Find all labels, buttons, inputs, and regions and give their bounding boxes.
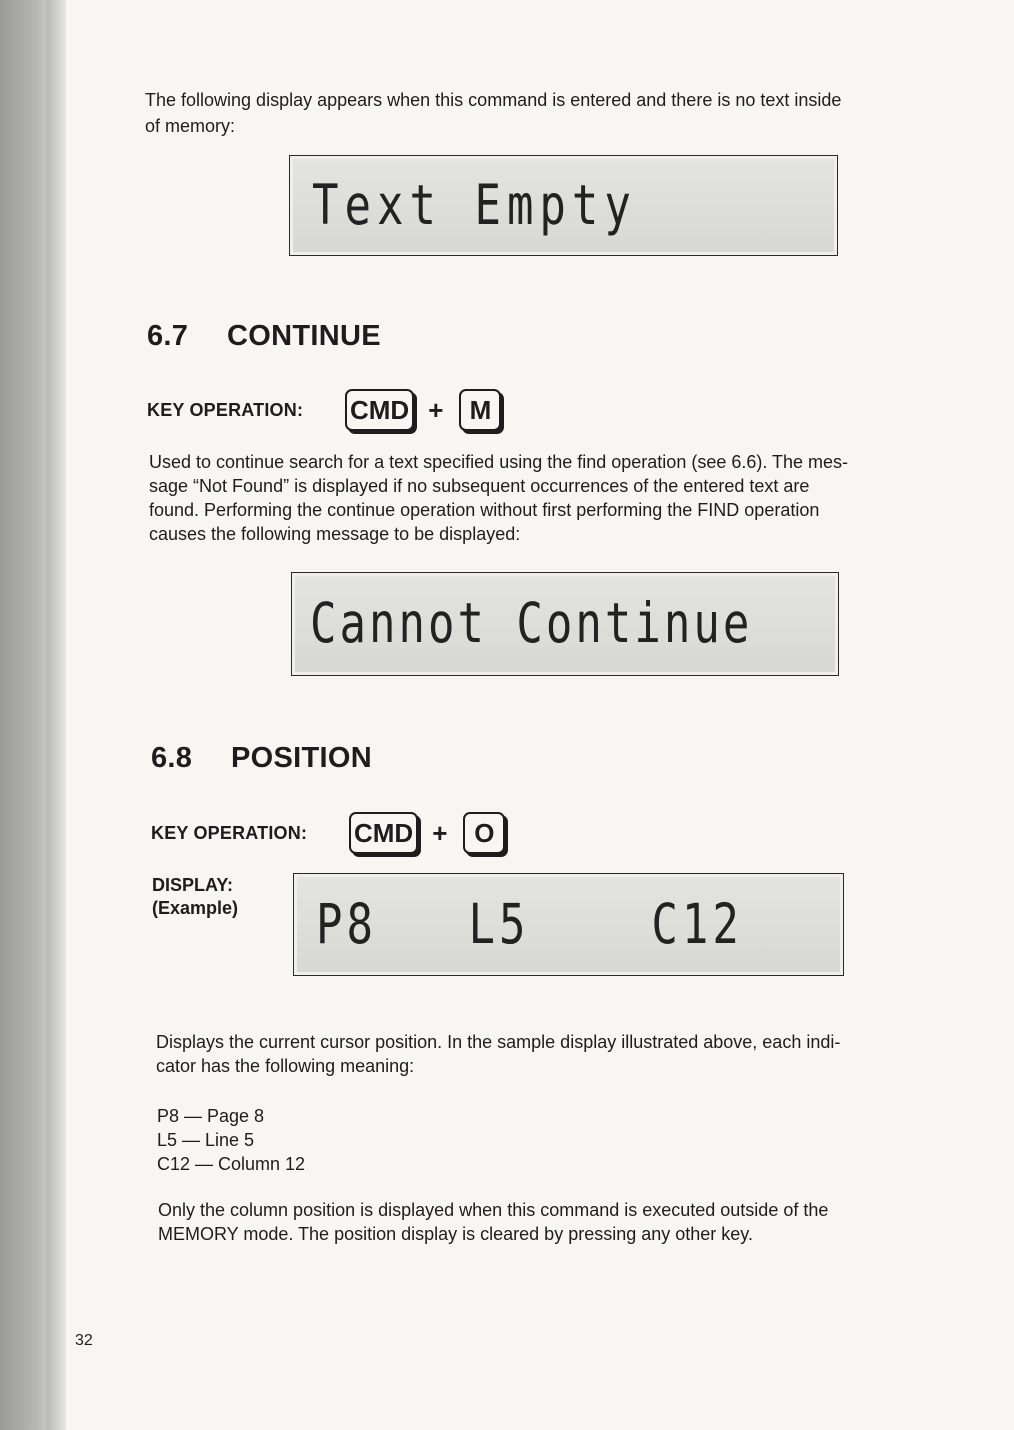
page-binding-edge [0,0,66,1430]
section-number: 6.8 [151,742,193,774]
position-note-line-2: MEMORY mode. The position display is cleared by pressing any other key. [158,1224,753,1244]
position-desc-line-2: cator has the following meaning: [156,1056,415,1076]
meaning-page: P8 — Page 8 [157,1106,265,1126]
section-number: 6.7 [147,320,189,352]
section-title: POSITION [231,742,372,774]
key-operation-position [151,810,505,856]
section-title: CONTINUE [227,320,381,352]
plus-sign: + [432,817,448,848]
continue-body-line-4: causes the following message to be displayed: [149,524,521,544]
cmd-key: CMD [349,812,418,854]
meaning-line: L5 — Line 5 [157,1130,255,1150]
o-key: O [463,812,505,854]
section-heading-continue [147,320,381,353]
key-operation-label: KEY OPERATION: [147,399,304,420]
plus-sign: + [428,394,444,425]
continue-body-line-2: sage “Not Found” is displayed if no subsequent occurrences of the entered text are [149,476,810,496]
intro-line-1: The following display appears when this command is entered and there is no text inside [145,90,842,110]
display-example-label: (Example) [152,898,239,918]
lcd-text-cannot-continue: Cannot Continue [310,592,753,656]
intro-line-2: of memory: [145,116,236,136]
position-desc-line-1: Displays the current cursor position. In the sample display illustrated above, each indi- [156,1032,841,1052]
continue-body-line-1: Used to continue search for a text specified using the find operation (see 6.6). The mes- [149,452,849,472]
meaning-column: C12 — Column 12 [157,1154,306,1174]
lcd-text-position: P8 L5 C12 [316,892,743,957]
lcd-text-empty: Text Empty [312,173,637,238]
lcd-display-text-empty [289,155,838,256]
position-note-line-1: Only the column position is displayed when this command is executed outside of the [158,1200,829,1220]
key-operation-continue [147,387,501,433]
m-key: M [459,389,501,431]
continue-body-line-3: found. Performing the continue operation without first performing the FIND operation [149,500,820,520]
cmd-key: CMD [345,389,414,431]
lcd-display-cannot-continue [291,572,839,676]
lcd-display-position [293,873,844,976]
key-operation-label: KEY OPERATION: [151,822,308,843]
display-label: DISPLAY: [152,875,234,895]
page-number: 32 [75,1332,93,1349]
section-heading-position [151,742,372,775]
